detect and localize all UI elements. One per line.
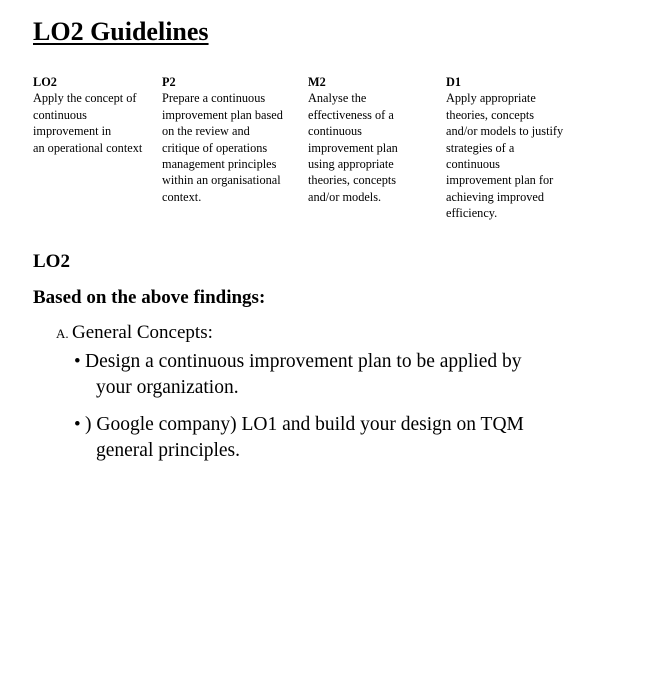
criteria-column-lo2 xyxy=(33,74,142,156)
criteria-text-line: continuous xyxy=(446,157,500,172)
criteria-text-line: Apply the concept of xyxy=(33,91,137,106)
criteria-text-line: management principles xyxy=(162,157,277,172)
page-title: LO2 Guidelines xyxy=(33,17,209,46)
criteria-text-line: improvement plan xyxy=(308,140,398,155)
criteria-text-line: Prepare a continuous xyxy=(162,91,266,106)
criteria-text-line: achieving improved xyxy=(446,189,545,204)
bullet-dot: • xyxy=(74,414,81,435)
criteria-text-line: efficiency. xyxy=(446,206,498,221)
bullet-text-line: your organization. xyxy=(96,377,239,398)
criteria-text-line: on the review and xyxy=(162,124,250,139)
criteria-text-line: effectiveness of a xyxy=(308,107,394,122)
criteria-text-line: and/or models to justify xyxy=(446,124,564,139)
criteria-column-p2 xyxy=(162,74,283,205)
bullet-text-line: ) Google company) LO1 and build your design on TQM xyxy=(85,414,524,435)
criteria-text-line: strategies of a xyxy=(446,140,515,155)
criteria-text-line: continuous xyxy=(308,124,362,139)
section-subheading: Based on the above findings: xyxy=(33,287,266,308)
criteria-heading-d1: D1 xyxy=(446,75,462,89)
criteria-text-line: continuous xyxy=(33,107,87,122)
criteria-text-line: and/or models. xyxy=(308,189,382,204)
criteria-text-line: theories, concepts xyxy=(308,173,397,188)
criteria-column-m2 xyxy=(308,74,398,205)
criteria-text-line: Analyse the xyxy=(308,91,367,106)
criteria-text-line: improvement plan for xyxy=(446,173,554,188)
criteria-text-line: improvement in xyxy=(33,124,112,139)
criteria-text-line: Apply appropriate xyxy=(446,91,536,106)
criteria-heading-lo2: LO2 xyxy=(33,75,57,89)
criteria-text-line: critique of operations xyxy=(162,140,268,155)
bullet-text-line: general principles. xyxy=(96,440,241,461)
section-heading: LO2 xyxy=(33,251,70,272)
bullet-dot: • xyxy=(74,351,81,372)
criteria-text-line: theories, concepts xyxy=(446,107,535,122)
criteria-text-line: context. xyxy=(162,189,202,204)
criteria-text-line: improvement plan based xyxy=(162,107,283,122)
bullet-text-line: Design a continuous improvement plan to be applied by xyxy=(85,351,522,372)
general-concepts-label: General Concepts: xyxy=(72,322,213,343)
criteria-column-d1 xyxy=(446,74,563,222)
list-marker: A. xyxy=(56,326,69,341)
criteria-text-line: using appropriate xyxy=(308,157,394,172)
criteria-heading-m2: M2 xyxy=(308,75,326,89)
criteria-text-line: within an organisational xyxy=(162,173,281,188)
criteria-heading-p2: P2 xyxy=(162,75,176,89)
criteria-text-line: an operational context xyxy=(33,140,143,155)
